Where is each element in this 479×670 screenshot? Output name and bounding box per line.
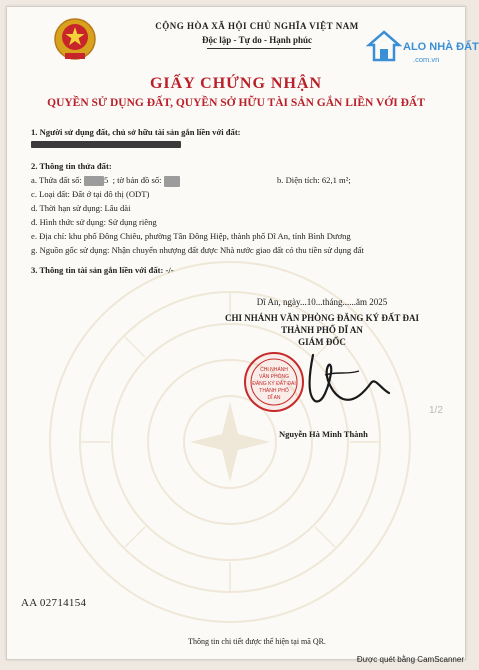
land-type-line: c. Loại đất: Đất ở tại đô thị (ODT) — [31, 189, 150, 199]
owner-section — [31, 127, 241, 137]
land-info-label: 2. Thông tin thửa đất: — [31, 161, 112, 171]
parcel-label: a. Thửa đất số: — [31, 175, 82, 185]
origin-line: g. Nguồn gốc sử dụng: Nhận chuyển nhượng đất được Nhà nước giao đất có thu tiền sử dụng đất — [31, 245, 364, 255]
camscanner-label: Được quét bằng CamScanner — [356, 655, 464, 664]
certificate-title: GIẤY CHỨNG NHẬN — [149, 75, 323, 92]
brand-name: ALO NHÀ ĐẤT — [403, 41, 479, 53]
parcel-value: 5 — [103, 175, 109, 185]
svg-text:ĐĂNG KÝ ĐẤT ĐAI: ĐĂNG KÝ ĐẤT ĐAI — [252, 381, 296, 387]
map-label: ; tờ bản đồ số: — [112, 175, 162, 185]
signing-date: Dĩ An, ngày...10...tháng......ăm 2025 — [256, 297, 388, 307]
brand-logo — [367, 15, 479, 73]
certificate-paper — [6, 6, 479, 660]
certificate-subtitle: QUYỀN SỬ DỤNG ĐẤT, QUYỀN SỞ HỮU TÀI SẢN GẮN LIỀN VỚI ĐẤT — [47, 97, 425, 109]
director-title: GIÁM ĐỐC — [298, 337, 346, 347]
handwritten-signature — [285, 345, 395, 415]
area-line: b. Diện tích: 62,1 m²; — [277, 175, 351, 185]
svg-text:CHI NHÁNH: CHI NHÁNH — [260, 367, 288, 373]
owner-label: 1. Người sử dụng đất, chủ sở hữu tài sản gắn liền với đất: — [31, 127, 241, 137]
page-indicator: 1/2 — [429, 405, 443, 416]
motto-underline — [207, 48, 311, 49]
assets-line: 3. Thông tin tài sản gắn liền với đất: -/- — [31, 265, 174, 275]
address-line: e. Địa chỉ: khu phố Đông Chiêu, phường Tân Đông Hiệp, thành phố Dĩ An, tỉnh Bình Dương — [31, 231, 351, 241]
map-redaction — [164, 176, 180, 187]
motto-heading: Độc lập - Tự do - Hạnh phúc — [201, 35, 312, 45]
usage-term-line: d. Thời hạn sử dụng: Lâu dài — [31, 203, 131, 213]
svg-text:VĂN PHÒNG: VĂN PHÒNG — [258, 374, 290, 380]
national-emblem-icon — [53, 17, 97, 63]
parcel-line — [31, 175, 180, 187]
qr-footer-note: Thông tin chi tiết được thể hiện tại mã QR. — [188, 637, 326, 646]
owner-redaction — [31, 141, 181, 148]
office-line-2: THÀNH PHỐ DĨ AN — [281, 325, 363, 335]
republic-heading: CỘNG HÒA XÃ HỘI CHỦ NGHĨA VIỆT NAM — [155, 21, 359, 31]
usage-form-line: đ. Hình thức sử dụng: Sử dụng riêng — [31, 217, 157, 227]
bronze-drum-watermark — [25, 252, 435, 632]
svg-text:DĨ AN: DĨ AN — [267, 395, 281, 401]
office-line-1: CHI NHÁNH VĂN PHÒNG ĐĂNG KÝ ĐẤT ĐAI — [225, 313, 419, 323]
certificate-serial: AA 02714154 — [21, 597, 87, 609]
brand-domain: .com.vn — [413, 55, 440, 64]
signer-name: Nguyễn Hà Minh Thành — [279, 429, 368, 439]
svg-text:THÀNH PHỐ: THÀNH PHỐ — [259, 388, 289, 394]
house-icon — [367, 29, 401, 63]
parcel-redaction — [84, 176, 104, 186]
